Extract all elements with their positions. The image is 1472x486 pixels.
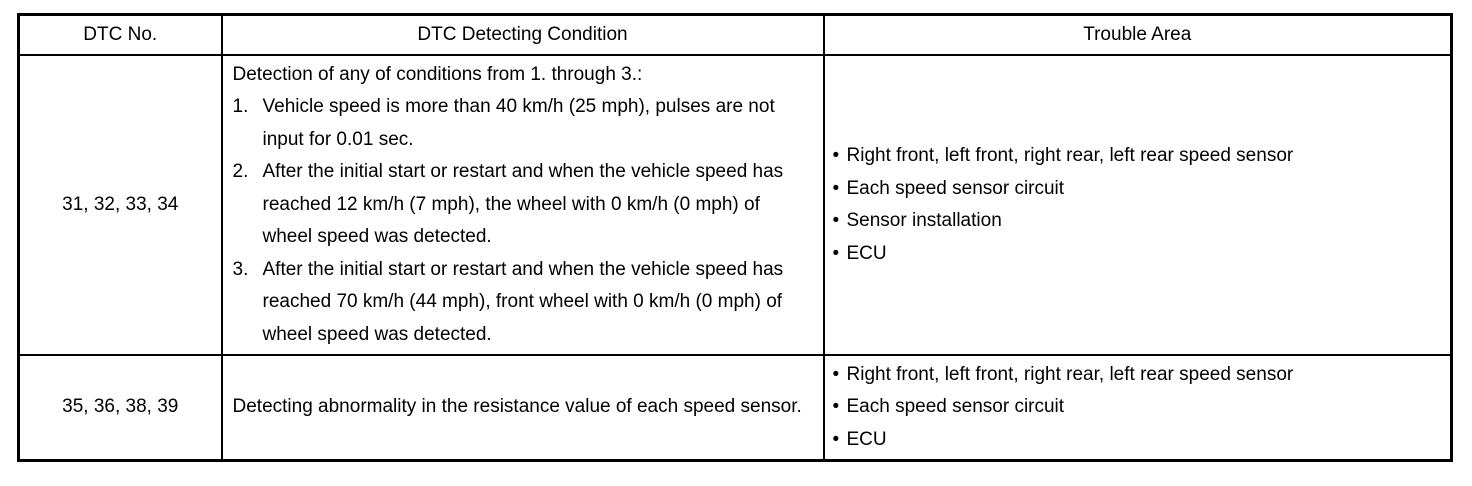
step-text: After the initial start or restart and when the vehicle speed has reached 70 km/h (44 mph), front wheel with 0 km/h (0 mph) of wheel speed was detected. [262, 258, 784, 345]
list-item [833, 238, 1443, 271]
dtc-codes-cell: 35, 36, 38, 39 [19, 355, 222, 460]
dtc-codes-cell: 31, 32, 33, 34 [19, 55, 222, 355]
trouble-area-text: Each speed sensor circuit [846, 396, 1065, 417]
dtc-table [17, 13, 1453, 462]
bullet-icon: • [832, 396, 840, 417]
header-dtc-no: DTC No. [19, 15, 222, 56]
condition-cell [222, 55, 824, 355]
trouble-area-cell [824, 355, 1452, 460]
step-text: Vehicle speed is more than 40 km/h (25 mph), pulses are not input for 0.01 sec. [262, 96, 775, 150]
step-number: 2. [232, 161, 249, 183]
step-text: After the initial start or restart and when the vehicle speed has reached 12 km/h (7 mph), the wheel with 0 km/h (0 mph) of wheel speed was detected. [262, 161, 784, 248]
trouble-area-text: Each speed sensor circuit [846, 177, 1065, 199]
list-item [833, 173, 1443, 206]
table-row [19, 355, 1452, 460]
table-row [19, 55, 1452, 355]
header-row [19, 15, 1452, 56]
header-detecting-condition: DTC Detecting Condition [222, 15, 824, 56]
bullet-icon: • [832, 428, 840, 450]
condition-steps [233, 91, 813, 351]
condition-step [233, 254, 813, 352]
trouble-area-list [833, 359, 1443, 457]
list-item [833, 391, 1443, 424]
trouble-area-text: Right front, left front, right rear, left rear speed sensor [846, 363, 1294, 385]
bullet-icon: • [832, 177, 840, 199]
bullet-icon: • [832, 210, 840, 231]
step-number: 1. [232, 96, 249, 118]
condition-text: Detecting abnormality in the resistance value of each speed sensor. [232, 396, 802, 417]
list-item [833, 205, 1443, 238]
trouble-area-text: ECU [846, 242, 887, 264]
condition-step [233, 91, 813, 156]
list-item [833, 424, 1443, 457]
list-item [833, 140, 1443, 173]
trouble-area-text: Right front, left front, right rear, left rear speed sensor [846, 145, 1294, 166]
list-item [833, 359, 1443, 392]
step-number: 3. [232, 258, 249, 280]
header-trouble-area: Trouble Area [824, 15, 1452, 56]
bullet-icon: • [832, 145, 840, 166]
bullet-icon: • [832, 363, 840, 385]
trouble-area-list [833, 140, 1443, 270]
trouble-area-text: Sensor installation [846, 210, 1002, 231]
condition-intro: Detection of any of conditions from 1. through 3.: [232, 63, 643, 85]
bullet-icon: • [832, 242, 840, 264]
trouble-area-text: ECU [846, 428, 887, 450]
condition-cell [222, 355, 824, 460]
trouble-area-cell [824, 55, 1452, 355]
condition-step [233, 156, 813, 254]
